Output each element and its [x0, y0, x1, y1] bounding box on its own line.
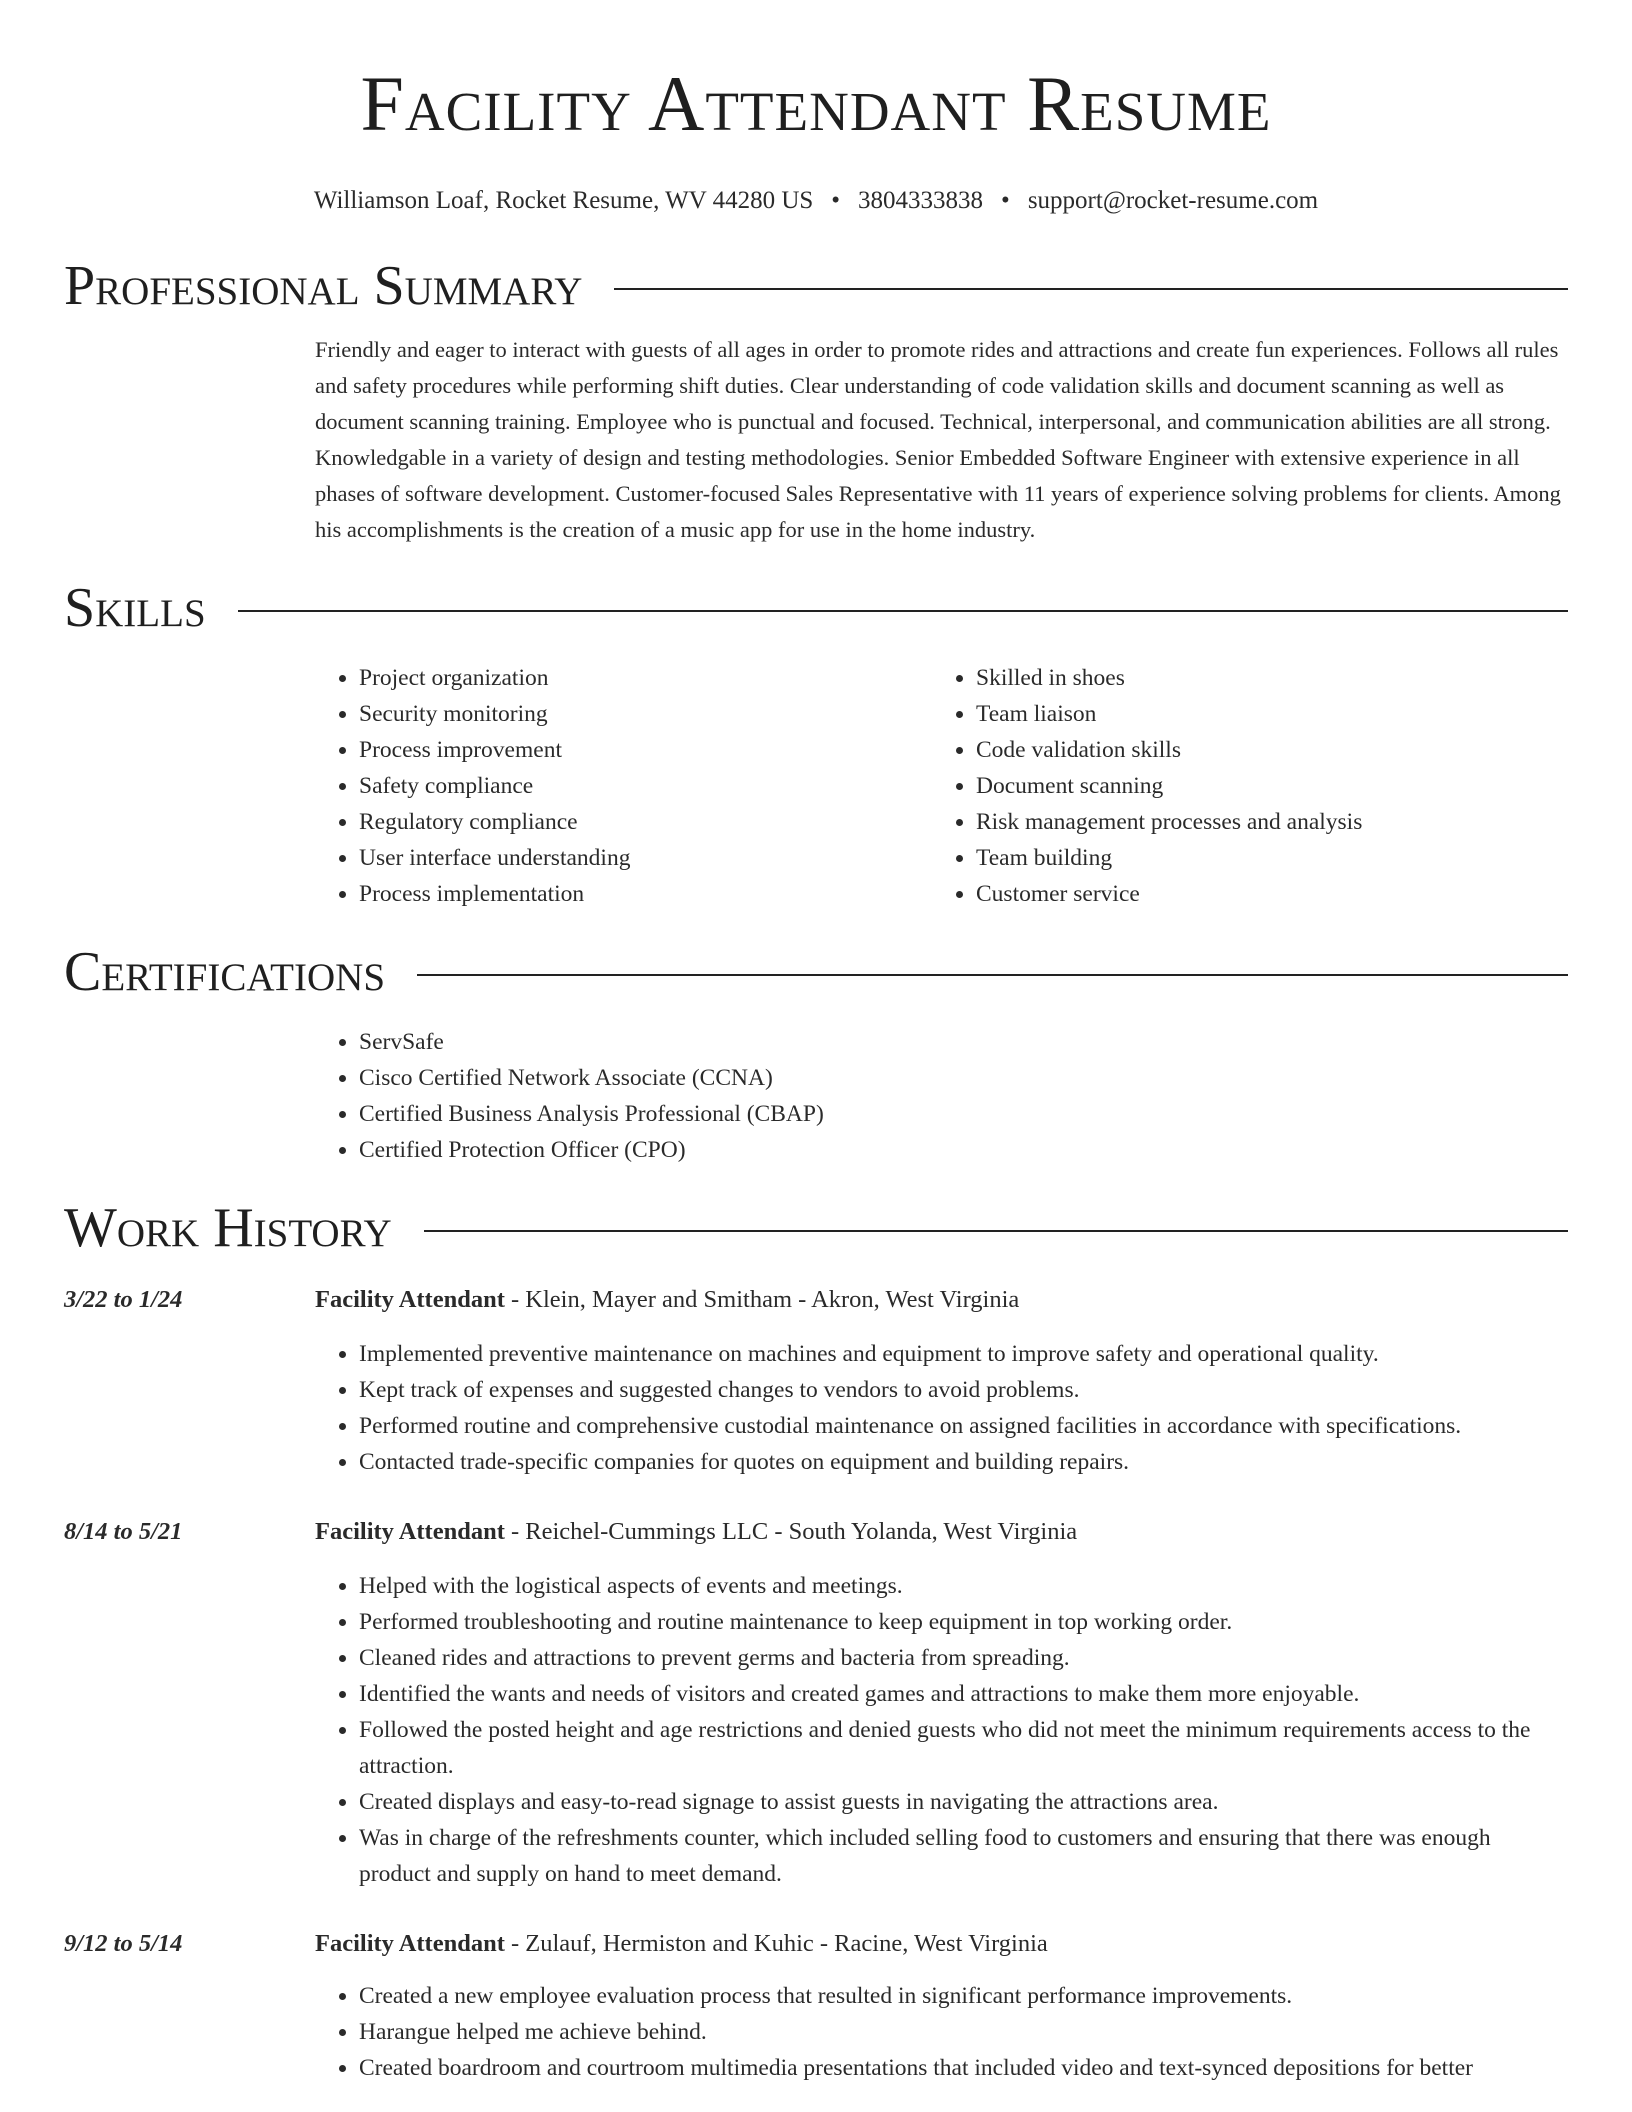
job-dates: 9/12 to 5/14 — [64, 1930, 183, 1957]
job-header — [64, 1926, 1568, 1962]
contact-address: Williamson Loaf, Rocket Resume, WV 44280 US — [313, 187, 814, 214]
skills-list-right — [932, 660, 1549, 912]
job-dates: 3/22 to 1/24 — [64, 1286, 183, 1313]
job-employer: - Klein, Mayer and Smitham - Akron, West Virginia — [504, 1286, 1020, 1313]
job-entry — [64, 1282, 1568, 1480]
skill-item: • Risk management processes and analysis — [976, 804, 1549, 840]
contact-line — [64, 186, 1568, 216]
section-divider — [238, 610, 1568, 612]
job-title-line — [315, 1514, 1077, 1550]
summary-heading: Professional Summary — [64, 255, 583, 317]
job-bullet: • Kept track of expenses and suggested changes to vendors to avoid problems. — [359, 1372, 1568, 1408]
job-entry — [64, 1926, 1568, 2086]
section-divider — [417, 974, 1568, 976]
skills-right-column — [932, 660, 1549, 912]
job-bullet: • Performed routine and comprehensive custodial maintenance on assigned facilities in accordance with specifications. — [359, 1408, 1568, 1444]
skill-item: • Security monitoring — [359, 696, 932, 732]
job-title-line — [315, 1926, 1048, 1962]
skill-item: • Skilled in shoes — [976, 660, 1549, 696]
job-title: Facility Attendant — [315, 1930, 505, 1957]
skill-item: • Regulatory compliance — [359, 804, 932, 840]
job-duties — [315, 1336, 1568, 1480]
job-title: Facility Attendant — [315, 1286, 505, 1313]
job-bullet: • Followed the posted height and age restrictions and denied guests who did not meet the minimum requirements access to the attraction. — [359, 1712, 1568, 1784]
job-bullet: • Implemented preventive maintenance on machines and equipment to improve safety and operational quality. — [359, 1336, 1568, 1372]
job-bullet: • Contacted trade-specific companies for quotes on equipment and building repairs. — [359, 1444, 1568, 1480]
certification-item: • ServSafe — [359, 1024, 1568, 1060]
job-entry — [64, 1514, 1568, 1892]
certifications-list — [315, 1024, 1568, 1168]
certification-item: • Certified Business Analysis Professional (CBAP) — [359, 1096, 1568, 1132]
job-bullet: • Harangue helped me achieve behind. — [359, 2014, 1568, 2050]
certifications-heading: Certifications — [64, 941, 386, 1003]
section-divider — [424, 1230, 1568, 1232]
job-header — [64, 1282, 1568, 1318]
skill-item: • User interface understanding — [359, 840, 932, 876]
skill-item: • Safety compliance — [359, 768, 932, 804]
job-bullet: • Helped with the logistical aspects of events and meetings. — [359, 1568, 1568, 1604]
contact-separator: • — [831, 187, 841, 214]
skills-left-column — [315, 660, 932, 912]
job-bullet: • Created boardroom and courtroom multimedia presentations that included video and text-synced depositions for better — [359, 2050, 1568, 2086]
skill-item: • Team building — [976, 840, 1549, 876]
job-bullet: • Performed troubleshooting and routine maintenance to keep equipment in top working order. — [359, 1604, 1568, 1640]
skill-item: • Document scanning — [976, 768, 1549, 804]
skills-section-header — [64, 576, 1568, 640]
job-bullets — [315, 1978, 1568, 2086]
skill-item: • Team liaison — [976, 696, 1549, 732]
job-bullets — [315, 1336, 1568, 1480]
job-bullet: • Identified the wants and needs of visitors and created games and attractions to make them more enjoyable. — [359, 1676, 1568, 1712]
skill-item: • Code validation skills — [976, 732, 1549, 768]
job-title-line — [315, 1282, 1019, 1318]
certifications-section-header — [64, 940, 1568, 1004]
summary-section-header — [64, 254, 1568, 318]
summary-text: Friendly and eager to interact with guests of all ages in order to promote rides and attractions and create fun experiences. Follows all rules and safety procedures while performing shift duties. Clear understanding of code validation skills and document scanning as well as document scanning training. Employee who is punctual and focused. Technical, interpersonal, and communication abilities are all strong. Knowledgable in a variety of design and testing methodologies. Senior Embedded Software Engineer with extensive experience in all phases of software development. Customer-focused Sales Representative with 11 years of experience solving problems for clients. Among his accomplishments is the creation of a music app for use in the home industry. — [315, 337, 1561, 542]
work-section-header — [64, 1196, 1568, 1260]
skill-item: • Process implementation — [359, 876, 932, 912]
certification-item: • Cisco Certified Network Associate (CCNA) — [359, 1060, 1568, 1096]
skill-item: • Project organization — [359, 660, 932, 696]
work-heading: Work History — [64, 1197, 392, 1259]
job-bullets — [315, 1568, 1568, 1892]
skills-heading: Skills — [64, 577, 206, 639]
resume-page — [64, 0, 1568, 2086]
summary-body — [315, 332, 1568, 548]
section-divider — [614, 288, 1568, 290]
skill-item: • Process improvement — [359, 732, 932, 768]
resume-title: Facility Attendant Resume — [360, 60, 1272, 147]
job-title: Facility Attendant — [315, 1518, 505, 1545]
job-bullet: • Created a new employee evaluation process that resulted in significant performance improvements. — [359, 1978, 1568, 2014]
job-employer: - Zulauf, Hermiston and Kuhic - Racine, West Virginia — [504, 1930, 1048, 1957]
certifications-body — [315, 1024, 1568, 1168]
contact-email[interactable]: support@rocket-resume.com — [1027, 187, 1319, 214]
certification-item: • Certified Protection Officer (CPO) — [359, 1132, 1568, 1168]
contact-phone: 3804333838 — [858, 187, 984, 214]
skill-item: • Customer service — [976, 876, 1549, 912]
skills-list-left — [315, 660, 932, 912]
job-employer: - Reichel-Cummings LLC - South Yolanda, West Virginia — [504, 1518, 1078, 1545]
skills-columns — [315, 660, 1568, 912]
job-bullet: • Cleaned rides and attractions to prevent germs and bacteria from spreading. — [359, 1640, 1568, 1676]
contact-separator: • — [1001, 187, 1010, 214]
job-duties — [315, 1978, 1568, 2086]
job-header — [64, 1514, 1568, 1550]
job-dates: 8/14 to 5/21 — [64, 1518, 183, 1545]
job-bullet: • Created displays and easy-to-read signage to assist guests in navigating the attractions area. — [359, 1784, 1568, 1820]
job-duties — [315, 1568, 1568, 1892]
job-bullet: • Was in charge of the refreshments counter, which included selling food to customers and ensuring that there was enough product and supply on hand to meet demand. — [359, 1820, 1568, 1892]
